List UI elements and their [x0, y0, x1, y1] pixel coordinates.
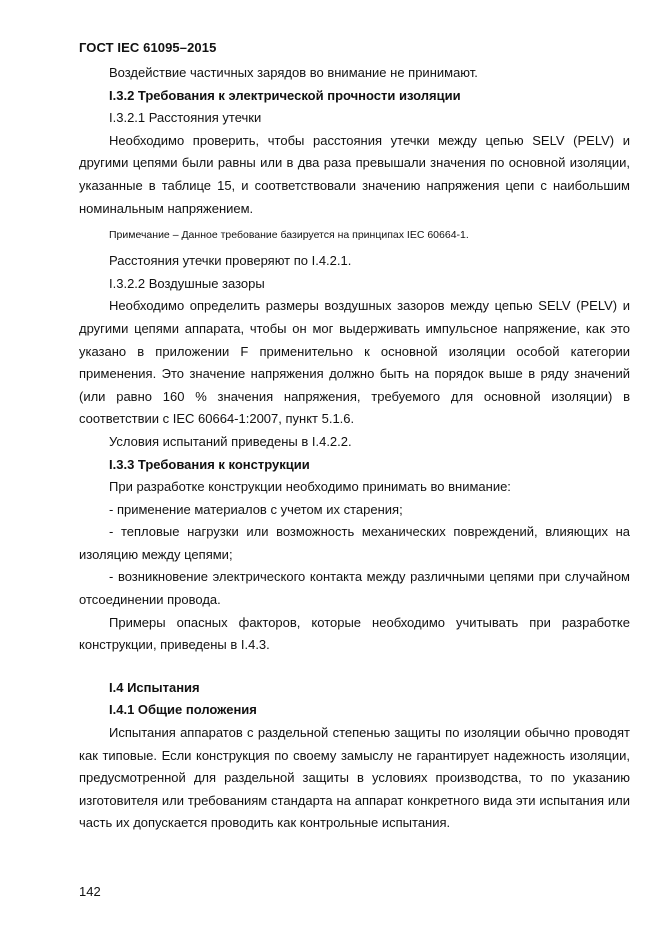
paragraph-partial-discharge: Воздействие частичных зарядов во внимание не принимают.	[109, 65, 478, 80]
note-iec60664: Примечание – Данное требование базируется на принципах IEC 60664-1.	[109, 229, 469, 242]
heading-i4: I.4 Испытания	[109, 679, 200, 695]
paragraph-creepage-check: Необходимо проверить, чтобы расстояния утечки между цепью SELV (PELV) и другими цепями были равны или в два раза превышали значения по основной изоляции, указанные в таблице 15, и соответствовали значению напряжения цепи с наибольшим номинальным напряжением.	[79, 132, 630, 216]
list-item-materials: - применение материалов с учетом их старения;	[109, 501, 403, 517]
document-body	[79, 62, 630, 835]
paragraph-test-conditions: Условия испытаний приведены в I.4.2.2.	[109, 433, 352, 449]
paragraph-design-consider: При разработке конструкции необходимо принимать во внимание:	[109, 479, 511, 495]
paragraph-creepage-verify: Расстояния утечки проверяют по I.4.2.1.	[109, 253, 352, 269]
section-gap	[79, 657, 630, 677]
heading-i41: I.4.1 Общие положения	[109, 702, 257, 718]
subheading-i3321: I.3.2.1 Расстояния утечки	[109, 110, 262, 126]
list-item-contact: - возникновение электрического контакта между различными цепями при случайном отсоединении провода.	[79, 569, 630, 608]
list-item-thermal: - тепловые нагрузки или возможность механических повреждений, влияющих на изоляцию между цепями;	[79, 524, 630, 562]
page-number: 142	[79, 884, 101, 899]
paragraph-tests-general: Испытания аппаратов с раздельной степенью защиты по изоляции обычно проводят как типовые. Если конструкция по своему замыслу не гарантирует надежность изоляции, предусмотренной для раздельной защиты в условиях производства, то по указанию изготовителя или требованиям стандарта на аппарат конкретного вида эти испытания или часть их допускается проводить как контрольные испытания.	[79, 725, 630, 831]
heading-i333: I.3.3 Требования к конструкции	[109, 456, 310, 472]
heading-i332: I.3.2 Требования к электрической прочности изоляции	[109, 87, 461, 103]
paragraph-clearances: Необходимо определить размеры воздушных зазоров между цепью SELV (PELV) и другими цепями аппарата, чтобы он мог выдерживать импульсное напряжение, как это указано в приложении F применительно к основной изоляции особой категории применения. Это значение напряжения должно быть на порядок выше в ряду значений (или равно 160 % значения напряжения, требуемого для основной изоляции) в соответствии с IEC 60664-1:2007, пункт 5.1.6.	[79, 298, 630, 427]
standard-header: ГОСТ IEC 61095–2015	[79, 40, 217, 55]
subheading-i3322: I.3.2.2 Воздушные зазоры	[109, 275, 265, 291]
paragraph-hazard-examples: Примеры опасных факторов, которые необходимо учитывать при разработке конструкции, приведены в I.4.3.	[79, 614, 630, 653]
